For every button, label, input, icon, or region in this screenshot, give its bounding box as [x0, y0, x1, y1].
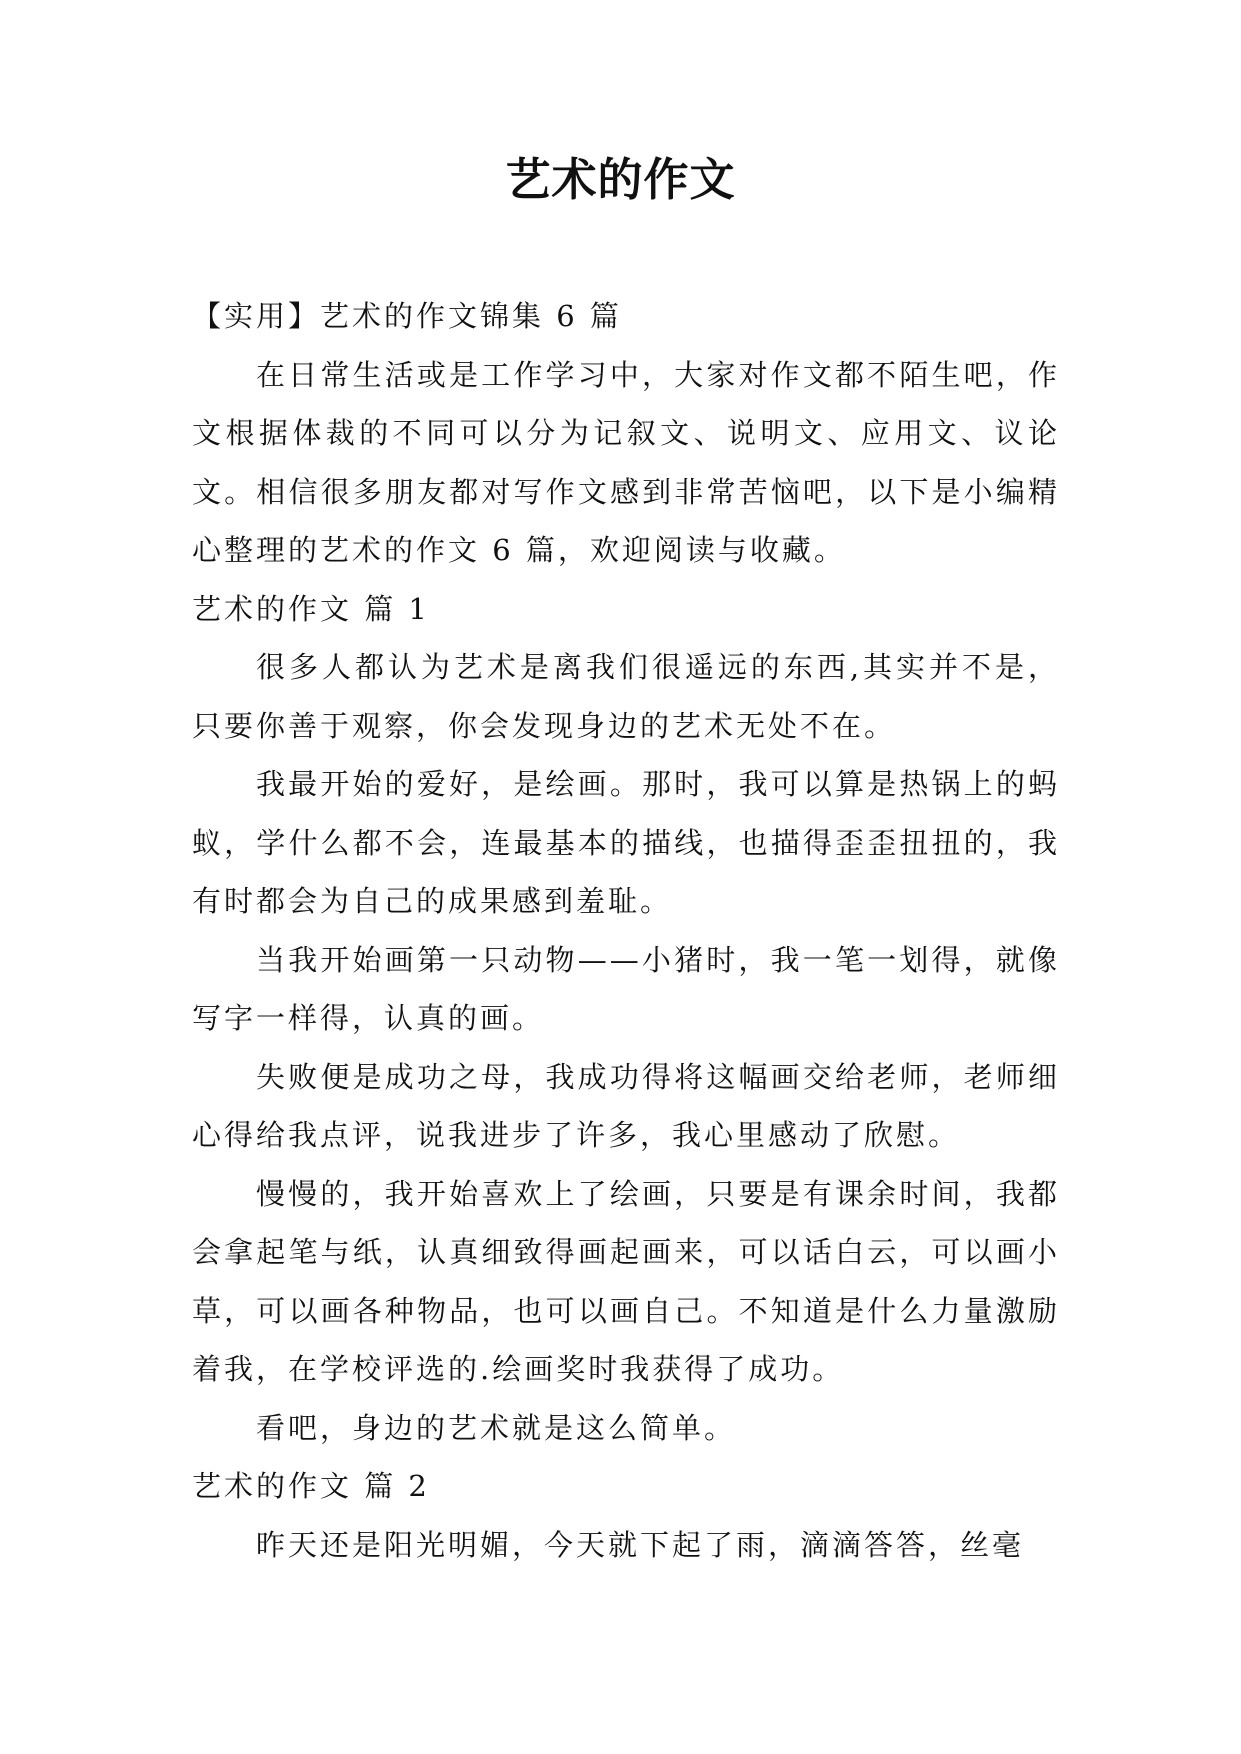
lead-line: 【实用】艺术的作文锦集 6 篇	[192, 299, 622, 333]
paragraph: 我最开始的爱好，是绘画。那时，我可以算是热锅上的蚂蚁，学什么都不会，连最基本的描线，也描得歪歪扭扭的，我有时都会为自己的成果感到羞耻。	[192, 767, 1060, 918]
intro-paragraph: 在日常生活或是工作学习中，大家对作文都不陌生吧，作文根据体裁的不同可以分为记叙文、说明文、应用文、议论文。相信很多朋友都对写作文感到非常苦恼吧，以下是小编精心整理的艺术的作文 6 篇，欢迎阅读与收藏。	[192, 357, 1060, 567]
paragraph: 昨天还是阳光明媚，今天就下起了雨，滴滴答答，丝毫	[256, 1527, 1025, 1562]
section-heading-2: 艺术的作文 篇 2	[192, 1469, 430, 1503]
document-body	[192, 287, 1060, 1574]
document-title: 艺术的作文	[505, 153, 736, 206]
paragraph: 看吧，身边的艺术就是这么简单。	[256, 1410, 737, 1445]
section-heading-1: 艺术的作文 篇 1	[192, 591, 430, 626]
paragraph: 当我开始画第一只动物——小猪时，我一笔一划得，就像写字一样得，认真的画。	[192, 942, 1060, 1035]
paragraph: 失败便是成功之母，我成功得将这幅画交给老师，老师细心得给我点评，说我进步了许多，我心里感动了欣慰。	[192, 1059, 1060, 1152]
paragraph: 很多人都认为艺术是离我们很遥远的东西,其实并不是，只要你善于观察，你会发现身边的艺术无处不在。	[192, 650, 1060, 743]
paragraph: 慢慢的，我开始喜欢上了绘画，只要是有课余时间，我都会拿起笔与纸，认真细致得画起画来，可以话白云，可以画小草，可以画各种物品，也可以画自己。不知道是什么力量激励着我，在学校评选的.绘画奖时我获得了成功。	[192, 1176, 1060, 1386]
